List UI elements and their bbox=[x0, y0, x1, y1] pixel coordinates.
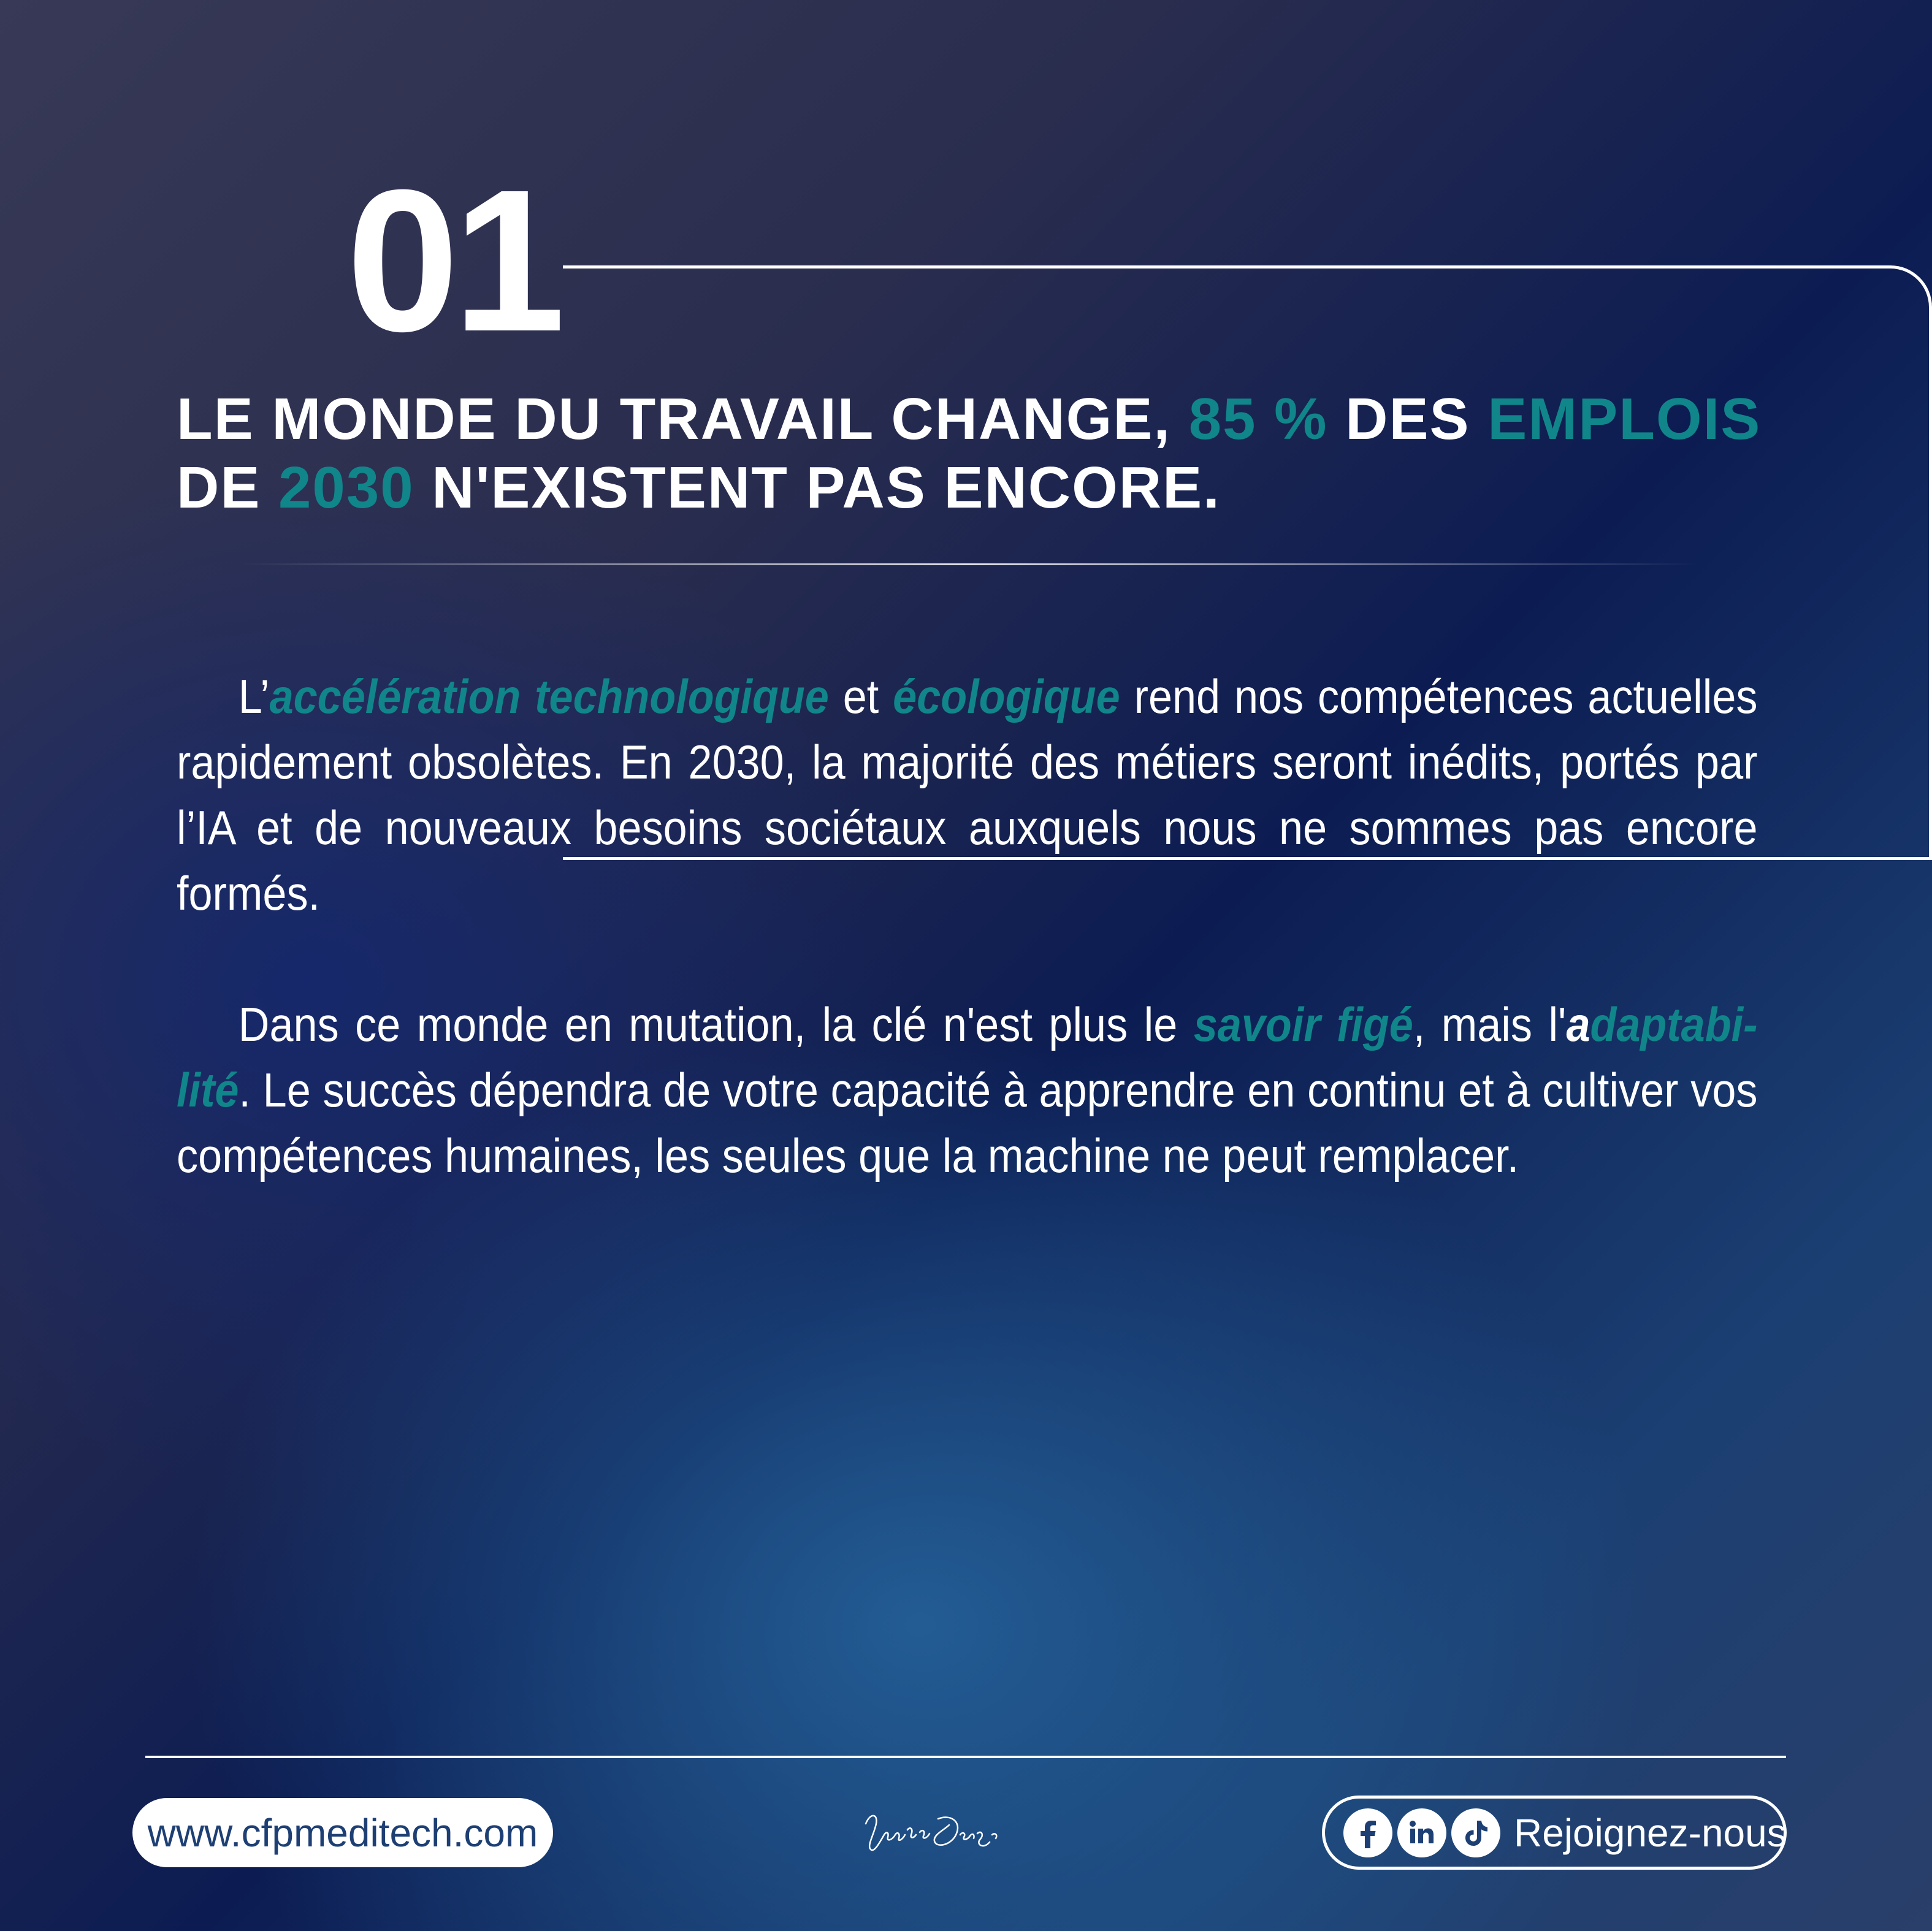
paragraph-emphasis: écologique bbox=[893, 669, 1120, 723]
paragraph-text: L’ bbox=[238, 669, 270, 723]
headline-text: DES bbox=[1327, 386, 1488, 452]
headline-highlight-percent: 85 % bbox=[1188, 386, 1328, 452]
headline-text: DE bbox=[177, 455, 279, 520]
headline-text: N'EXISTENT PAS ENCORE. bbox=[414, 455, 1221, 520]
paragraph-emphasis: daptabi-lité bbox=[177, 997, 1758, 1117]
tiktok-icon[interactable] bbox=[1451, 1808, 1500, 1857]
linkedin-icon[interactable] bbox=[1397, 1808, 1446, 1857]
headline-highlight-emplois: EMPLOIS bbox=[1487, 386, 1762, 452]
paragraph-emphasis: savoir figé bbox=[1193, 997, 1413, 1051]
social-links bbox=[1322, 1796, 1787, 1870]
headline-divider bbox=[239, 563, 1698, 565]
paragraph-text: , mais l' bbox=[1413, 997, 1567, 1051]
facebook-icon[interactable] bbox=[1343, 1808, 1392, 1857]
website-label: www.cfpmeditech.com bbox=[147, 1810, 538, 1855]
headline-line-2 bbox=[177, 454, 1820, 522]
paragraph-2 bbox=[177, 992, 1758, 1189]
paragraph-text: . Le succès dépendra de votre capacité à apprendre en continu et à cultiver vos compétences humaines, les seules que la machine ne peut remplacer. bbox=[177, 1063, 1758, 1183]
designer-signature-logo bbox=[858, 1805, 1006, 1861]
join-us-label[interactable]: Rejoignez-nous bbox=[1514, 1810, 1787, 1855]
headline bbox=[177, 385, 1820, 522]
paragraph-text: et bbox=[828, 669, 893, 723]
paragraph-text: rend nos compétences actuelles rapidement obsolètes. En 2030, la majorité des métiers seront inédits, portés par l’IA et de nouveaux besoins sociétaux auxquels nous ne sommes pas encore formés. bbox=[177, 669, 1758, 920]
headline-highlight-year: 2030 bbox=[278, 455, 414, 520]
website-link[interactable] bbox=[132, 1798, 553, 1867]
headline-text: LE MONDE DU TRAVAIL CHANGE, bbox=[177, 386, 1189, 452]
headline-line-1 bbox=[177, 385, 1820, 454]
paragraph-emphasis: accélération technologique bbox=[269, 669, 829, 723]
slide-number: 01 bbox=[346, 147, 560, 373]
footer-divider bbox=[145, 1756, 1786, 1758]
paragraph-emphasis-initial: a bbox=[1566, 997, 1590, 1051]
paragraph-1 bbox=[177, 664, 1758, 926]
paragraph-text: Dans ce monde en mutation, la clé n'est plus le bbox=[238, 997, 1194, 1051]
